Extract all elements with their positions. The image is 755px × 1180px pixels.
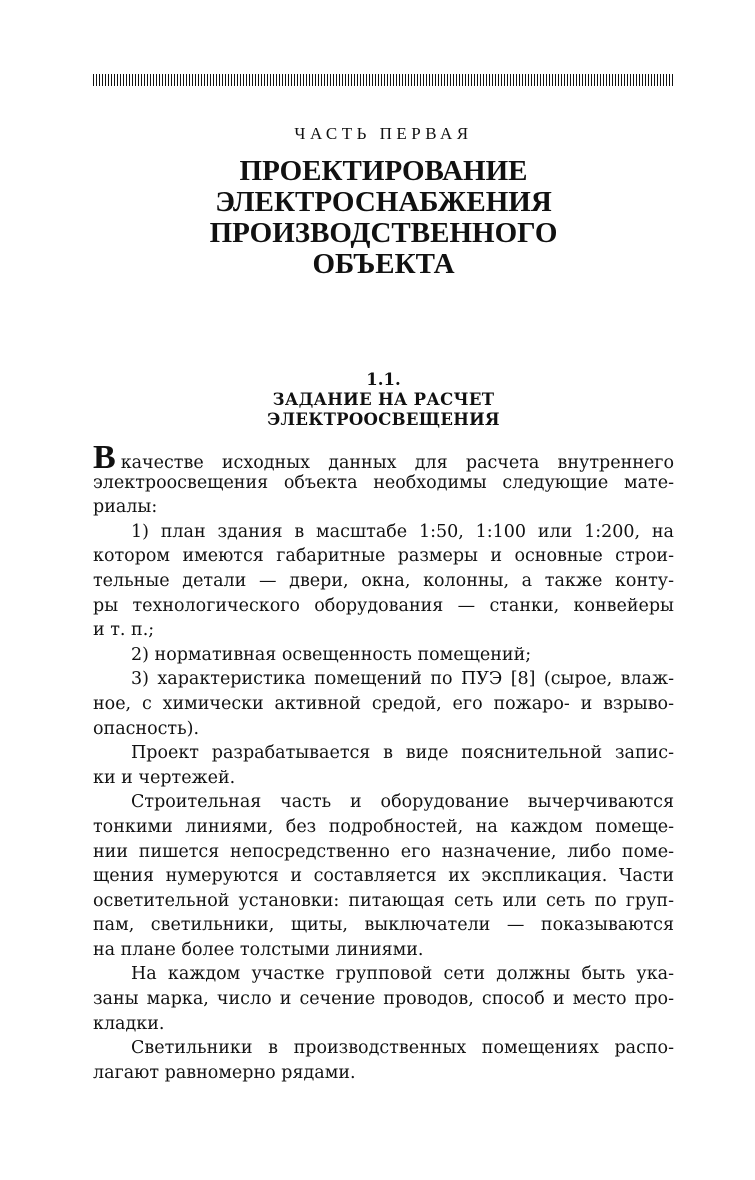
text-line: ры технологического оборудования — станки, конвейеры bbox=[93, 595, 674, 616]
text-line: и т. п.; bbox=[93, 620, 155, 641]
part-title-line: ЭЛЕКТРОСНАБЖЕНИЯ bbox=[215, 186, 552, 218]
text-line-content: качестве исходных данных для расчета внутреннего bbox=[120, 453, 674, 473]
text-line: кладки. bbox=[93, 1013, 165, 1034]
text-line: 3) характеристика помещений по ПУЭ [8] (сырое, влаж- bbox=[131, 669, 674, 690]
section-title-line: ЗАДАНИЕ НА РАСЧЕТ bbox=[272, 390, 495, 409]
text-line: риалы: bbox=[93, 497, 158, 518]
part-title-line: ПРОЕКТИРОВАНИЕ bbox=[239, 155, 528, 187]
section-title bbox=[93, 390, 674, 430]
part-label: ЧАСТЬ ПЕРВАЯ bbox=[294, 124, 473, 143]
text-line: осветительной установки: питающая сеть или сеть по груп- bbox=[93, 890, 674, 911]
part-title bbox=[93, 156, 674, 280]
text-line: 2) нормативная освещенность помещений; bbox=[131, 644, 532, 665]
body-text bbox=[93, 439, 674, 1085]
text-line: опасность). bbox=[93, 718, 200, 739]
decorative-top-rule bbox=[93, 74, 674, 86]
text-line: 1) план здания в масштабе 1:50, 1:100 или 1:200, на bbox=[131, 521, 674, 542]
text-line: заны марка, число и сечение проводов, способ и место про- bbox=[93, 989, 674, 1010]
text-line: тонкими линиями, без подробностей, на каждом помеще- bbox=[93, 816, 674, 837]
text-line: ное, с химически активной средой, его пожаро- и взрыво- bbox=[93, 693, 674, 714]
text-line: щения нумеруются и составляется их экспликация. Части bbox=[93, 866, 674, 887]
section-number: 1.1. bbox=[366, 370, 401, 389]
section-title-line: ЭЛЕКТРООСВЕЩЕНИЯ bbox=[267, 410, 500, 429]
text-line bbox=[93, 439, 674, 476]
drop-cap: В bbox=[93, 439, 116, 476]
text-line: На каждом участке групповой сети должны быть ука- bbox=[131, 964, 674, 985]
text-line: Проект разрабатывается в виде пояснительной запис- bbox=[131, 743, 674, 764]
text-line: электроосвещения объекта необходимы следующие мате- bbox=[93, 472, 674, 493]
part-title-line: ПРОИЗВОДСТВЕННОГО bbox=[209, 217, 558, 249]
text-line: Строительная часть и оборудование вычерчиваются bbox=[131, 792, 674, 813]
text-line: тельные детали — двери, окна, колонны, а также конту- bbox=[93, 570, 674, 591]
text-line: нии пишется непосредственно его назначение, либо поме- bbox=[93, 841, 674, 862]
text-line: котором имеются габаритные размеры и основные строи- bbox=[93, 546, 674, 567]
part-title-line: ОБЪЕКТА bbox=[312, 248, 455, 280]
text-line: на плане более толстыми линиями. bbox=[93, 939, 424, 960]
text-line: ки и чертежей. bbox=[93, 767, 236, 788]
text-line: пам, светильники, щиты, выключатели — показываются bbox=[93, 915, 674, 936]
text-line: лагают равномерно рядами. bbox=[93, 1062, 356, 1083]
text-line: Светильники в производственных помещениях распо- bbox=[131, 1038, 674, 1059]
